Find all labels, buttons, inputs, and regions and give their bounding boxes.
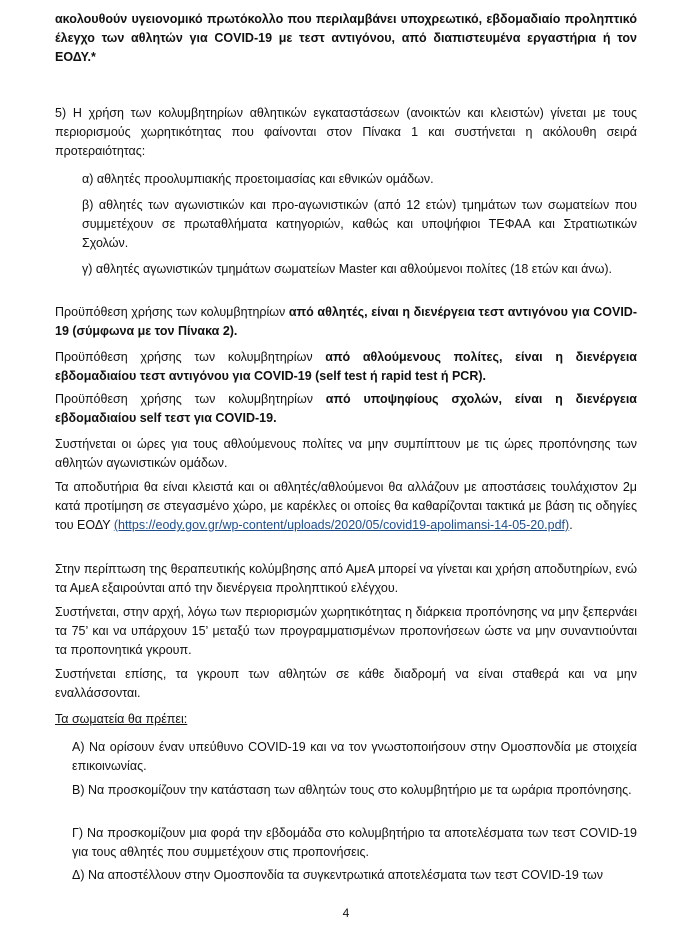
prerequisite-citizens [55,348,637,386]
clubs-item-b: Β) Να προσκομίζουν την κατάσταση των αθλητών τους στο κολυμβητήριο με τα ωράρια προπόνησης. [72,783,632,797]
lockers-paragraph [55,478,637,535]
item-5-paragraph: 5) Η χρήση των κολυμβητηρίων αθλητικών εγκαταστάσεων (ανοικτών και κλειστών) γίνεται με τους περιορισμούς χωρητικότητας που φαίνονται στον Πίνακα 1 και συστήνεται η ακόλουθη σειρά προτεραιότητας: [55,106,637,158]
hours-paragraph: Συστήνεται οι ώρες για τους αθλούμενους πολίτες να μην συμπίπτουν με τις ώρες προπόνησης των αθλητών αγωνιστικών ομάδων. [55,437,637,470]
lockers-end: . [569,518,573,532]
intro-paragraph: ακολουθούν υγειονομικό πρωτόκολλο που περιλαμβάνει υποχρεωτικό, εβδομαδιαίο προληπτικό έλεγχο των αθλητών για COVID-19 με τεστ αντιγόνου, από διαπιστευμένα εργαστήρια ή τον ΕΟΔΥ.* [55,12,637,64]
subitem-c: γ) αθλητές αγωνιστικών τμημάτων σωματείων Master και αθλούμενοι πολίτες (18 ετών και άνω). [82,262,613,276]
clubs-heading: Τα σωματεία θα πρέπει: [55,712,188,726]
page-number: 4 [342,906,350,920]
clubs-item-c: Γ) Να προσκομίζουν μια φορά την εβδομάδα στο κολυμβητήριο τα αποτελέσματα των τεστ COVID-19 για τους αθλητές που συμμετέχουν στις προπονήσεις. [72,826,637,859]
therapeutic-paragraph: Στην περίπτωση της θεραπευτικής κολύμβησης από ΑμεΑ μπορεί να γίνεται και χρήση αποδυτηρίων, ενώ τα ΑμεΑ εξαιρούνται από την διενέργεια προληπτικού ελέγχου. [55,562,637,595]
eody-link[interactable]: (https://eody.gov.gr/wp-content/uploads/2020/05/covid19-apolimansi-14-05-20.pdf) [113,518,570,532]
prerequisite-athletes-normal: Προϋπόθεση χρήσης των κολυμβητηρίων [55,305,289,319]
subitem-b: β) αθλητές των αγωνιστικών και προ-αγωνιστικών (από 12 ετών) τμημάτων των σωματείων που συμμετέχουν σε πρωταθλήματα κατηγοριών, καθώς και υποψήφιοι ΤΕΦΑΑ και Στρατιωτικών Σχολών. [82,198,637,250]
prerequisite-athletes [55,303,637,341]
prerequisite-candidates-bold: από υποψηφίους σχολών, είναι η διενέργεια εβδομαδιαίου self τεστ για COVID-19. [55,392,637,425]
prerequisite-athletes-bold: από αθλητές, είναι η διενέργεια τεστ αντιγόνου για COVID-19 (σύμφωνα με τον Πίνακα 2). [55,305,637,338]
clubs-item-a: Α) Να ορίσουν έναν υπεύθυνο COVID-19 και να τον γνωστοποιήσουν στην Ομοσπονδία με στοιχεία επικοινωνίας. [72,740,637,773]
prerequisite-candidates [55,390,637,428]
duration-paragraph: Συστήνεται, στην αρχή, λόγω των περιορισμών χωρητικότητας η διάρκεια προπόνησης να μην ξεπερνάει τα 75’ και να υπάρχουν 15’ μεταξύ των προγραμματισμένων προπονήσεων ώστε να μην συναντιούνται τα προπονητικά γκρουπ. [55,605,637,657]
prerequisite-citizens-normal: Προϋπόθεση χρήσης των κολυμβητηρίων [55,350,326,364]
prerequisite-citizens-bold: από αθλούμενους πολίτες, είναι η διενέργεια εβδομαδιαίου τεστ αντιγόνου για COVID-19 (self test ή rapid test ή PCR). [55,350,637,383]
lockers-text: Τα αποδυτήρια θα είναι κλειστά και οι αθλητές/αθλούμενοι θα αλλάζουν με αποστάσεις τουλάχιστον 2μ κατά προτίμηση σε στεγασμένο χώρο, με καρέκλες οι οποίες θα καθαρίζονται τακτικά με βάση τις οδηγίες του ΕΟΔΥ [55,480,637,532]
groups-paragraph: Συστήνεται επίσης, τα γκρουπ των αθλητών σε κάθε διαδρομή να είναι σταθερά και να μην εναλλάσσονται. [55,667,637,700]
subitem-a: α) αθλητές προολυμπιακής προετοιμασίας και εθνικών ομάδων. [82,172,434,186]
prerequisite-candidates-normal: Προϋπόθεση χρήσης των κολυμβητηρίων [55,392,326,406]
clubs-item-d: Δ) Να αποστέλλουν στην Ομοσπονδία τα συγκεντρωτικά αποτελέσματα των τεστ COVID-19 των [72,868,604,882]
